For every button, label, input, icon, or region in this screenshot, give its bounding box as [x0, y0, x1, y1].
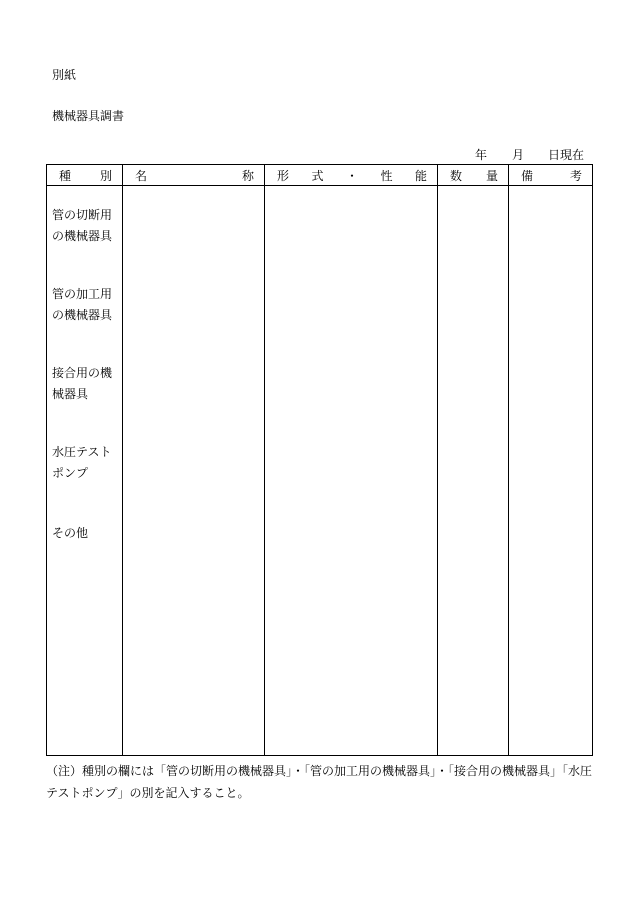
- header-char: 考: [569, 168, 582, 183]
- header-char: 式: [311, 168, 324, 183]
- header-char: 量: [485, 168, 498, 183]
- header-char: 名: [135, 168, 148, 183]
- attachment-label: 別紙: [52, 68, 77, 82]
- category-processing: 管の加工用 の機械器具: [52, 287, 113, 322]
- header-char: 形: [277, 168, 290, 183]
- date-line: [475, 146, 587, 162]
- month-label: 月: [512, 148, 525, 162]
- document-title: 機械器具調書: [52, 109, 125, 123]
- header-model-performance: [265, 165, 438, 186]
- header-quantity: [438, 165, 509, 186]
- header-char: 称: [241, 168, 254, 183]
- category-pump: 水圧テスト ポンプ: [52, 445, 112, 480]
- day-suffix-label: 日現在: [548, 148, 585, 162]
- header-char: ・: [345, 168, 358, 183]
- category-column: [47, 186, 123, 756]
- header-name: [123, 165, 265, 186]
- equipment-table: [46, 164, 593, 756]
- header-category: [47, 165, 123, 186]
- quantity-column[interactable]: [438, 186, 509, 756]
- header-remarks: [509, 165, 593, 186]
- category-other: その他: [52, 526, 89, 540]
- header-char: 数: [450, 168, 463, 183]
- category-joining: 接合用の機 械器具: [52, 366, 113, 401]
- category-cutting: 管の切断用 の機械器具: [52, 208, 113, 243]
- remarks-column[interactable]: [509, 186, 593, 756]
- name-column[interactable]: [123, 186, 265, 756]
- header-char: 備: [521, 168, 534, 183]
- header-row: [47, 165, 593, 186]
- header-char: 性: [380, 168, 393, 183]
- header-char: 種: [59, 168, 72, 183]
- body-row: [47, 186, 593, 756]
- year-label: 年: [475, 148, 488, 162]
- header-char: 能: [414, 168, 427, 183]
- header-char: 別: [99, 168, 112, 183]
- model-performance-column[interactable]: [265, 186, 438, 756]
- footnote: （注）種別の欄には「管の切断用の機械器具」・「管の加工用の機械器具」・「接合用の機械器具」「水圧テストポンプ」の別を記入すること。: [46, 764, 593, 800]
